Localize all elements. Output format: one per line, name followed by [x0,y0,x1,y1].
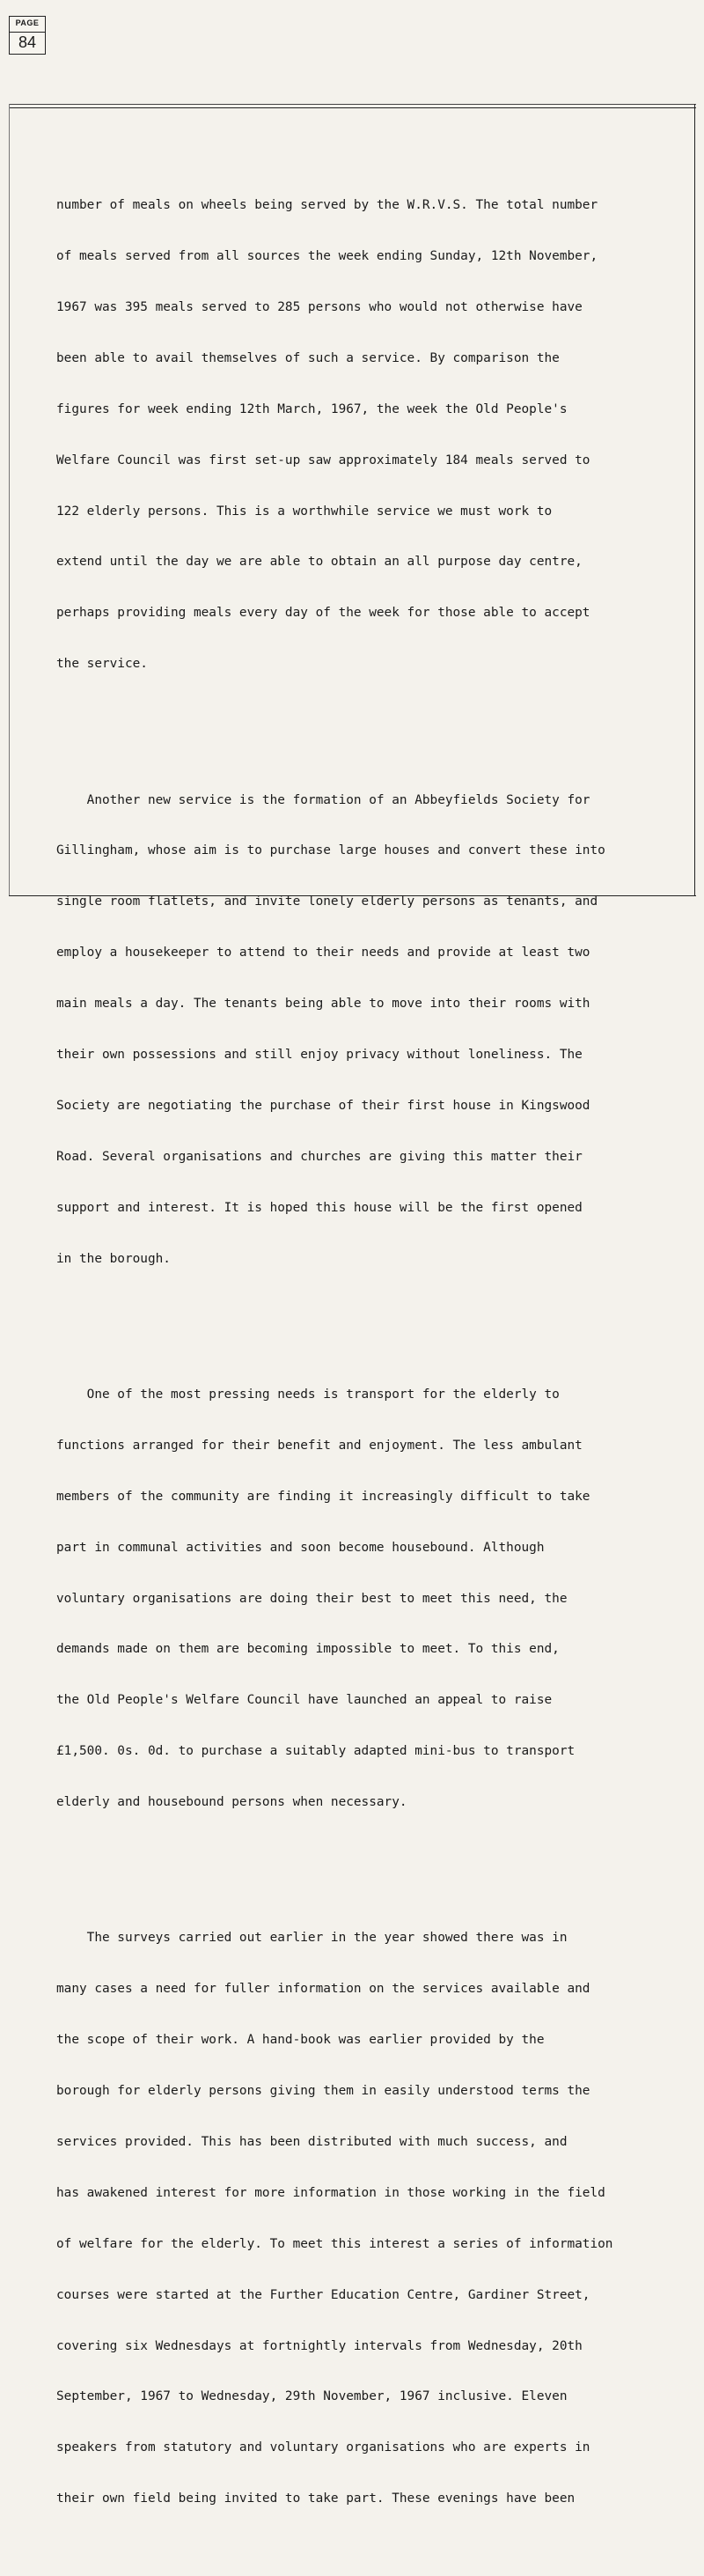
text-line: Road. Several organisations and churches are giving this matter their [56,1149,583,1164]
left-border [9,104,10,896]
text-line: figures for week ending 12th March, 1967, the week the Old People's [56,401,568,416]
top-rule-thin [9,104,696,105]
text-line: Welfare Council was first set-up saw approximately 184 meals served to [56,453,590,467]
text-line: functions arranged for their benefit and enjoyment. The less ambulant [56,1438,583,1453]
text-line: has awakened interest for more information in those working in the field [56,2185,605,2200]
text-line: support and interest. It is hoped this house will be the first opened [56,1200,583,1215]
text-line: Society are negotiating the purchase of their first house in Kingswood [56,1098,590,1113]
text-line: courses were started at the Further Education Centre, Gardiner Street, [56,2287,590,2302]
text-line: voluntary organisations are doing their best to meet this need, the [56,1591,568,1606]
text-line: the scope of their work. A hand-book was earlier provided by the [56,2033,545,2048]
text-line: 122 elderly persons. This is a worthwhile service we must work to [56,504,553,519]
text-line: of welfare for the elderly. To meet this interest a series of information [56,2236,613,2251]
page-label: PAGE [15,18,40,27]
top-rule [9,107,696,108]
page-number-badge [9,16,46,55]
page-number: 84 [10,32,45,52]
text-line: been able to avail themselves of such a service. By comparison the [56,350,560,365]
text-line: of meals served from all sources the week ending Sunday, 12th November, [56,249,598,264]
text-line: the Old People's Welfare Council have launched an appeal to raise [56,1693,553,1708]
text-line: part in communal activities and soon become housebound. Although [56,1540,545,1555]
paragraph-1 [56,164,664,708]
text-line: demands made on them are becoming impossible to meet. To this end, [56,1642,560,1657]
text-line: extend until the day we are able to obtain an all purpose day centre, [56,555,583,570]
body-text [56,129,664,2576]
text-line: employ a housekeeper to attend to their needs and provide at least two [56,946,590,960]
paragraph-3 [56,1352,664,1845]
text-line: their own field being invited to take part. These evenings have been [56,2491,576,2506]
text-line: many cases a need for fuller information on the services available and [56,1982,590,1997]
text-line: The surveys carried out earlier in the year showed there was in [56,1931,568,1946]
text-line: speakers from statutory and voluntary organisations who are experts in [56,2440,590,2455]
text-line: Gillingham, whose aim is to purchase large houses and convert these into [56,843,605,858]
text-line: September, 1967 to Wednesday, 29th November, 1967 inclusive. Eleven [56,2389,568,2404]
text-line: single room flatlets, and invite lonely elderly persons as tenants, and [56,894,598,909]
text-line: the service. [56,657,148,672]
paragraph-2 [56,758,664,1302]
paragraph-4 [56,1896,664,2542]
text-line: 1967 was 395 meals served to 285 persons who would not otherwise have [56,299,583,314]
text-line: £1,500. 0s. 0d. to purchase a suitably adapted mini-bus to transport [56,1744,576,1759]
text-line: their own possessions and still enjoy privacy without loneliness. The [56,1048,583,1063]
text-line: covering six Wednesdays at fortnightly intervals from Wednesday, 20th [56,2338,583,2353]
right-border [694,104,695,896]
text-line: elderly and housebound persons when necessary. [56,1795,407,1810]
text-line: members of the community are finding it increasingly difficult to take [56,1489,590,1504]
text-line: perhaps providing meals every day of the week for those able to accept [56,606,590,621]
text-line: borough for elderly persons giving them in easily understood terms the [56,2084,590,2099]
text-line: services provided. This has been distributed with much success, and [56,2135,568,2150]
text-line: main meals a day. The tenants being able to move into their rooms with [56,997,590,1012]
text-line: One of the most pressing needs is transport for the elderly to [56,1387,560,1402]
text-line: number of meals on wheels being served by the W.R.V.S. The total number [56,198,598,213]
text-line: in the borough. [56,1251,171,1266]
text-line: Another new service is the formation of an Abbeyfields Society for [56,792,590,807]
